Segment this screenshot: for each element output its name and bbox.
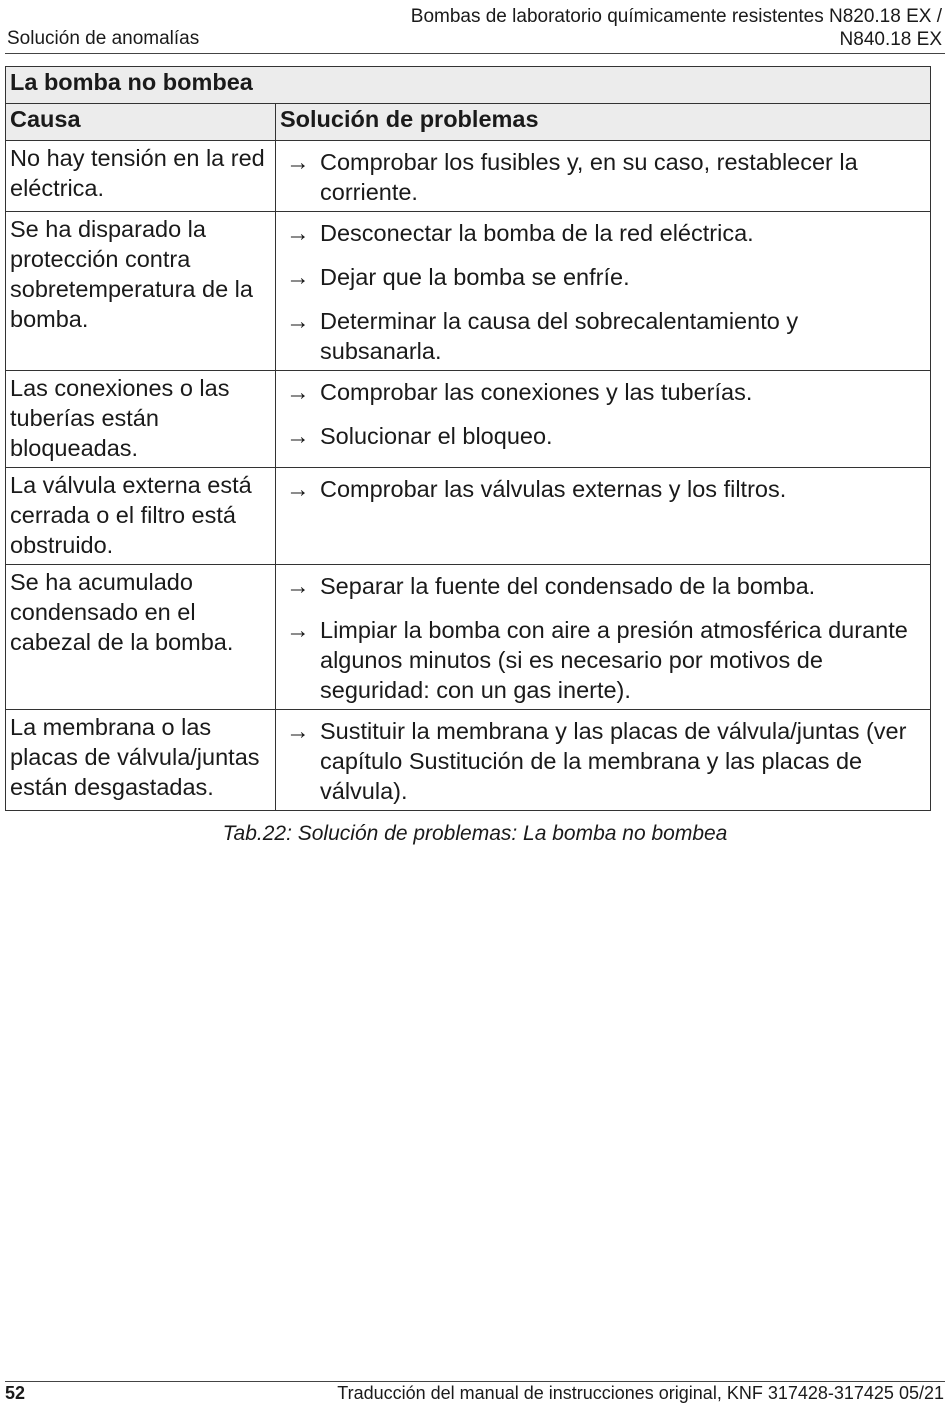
solution-item xyxy=(286,571,926,601)
product-title xyxy=(322,5,942,51)
solution-cell xyxy=(276,710,931,811)
solution-text: Comprobar las conexiones y las tuberías. xyxy=(320,379,753,405)
solution-cell xyxy=(276,468,931,565)
column-header-cause: Causa xyxy=(6,104,276,141)
solution-item xyxy=(286,377,926,407)
product-title-line1: Bombas de laboratorio químicamente resistentes N820.18 EX / xyxy=(410,6,942,27)
cause-cell: Las conexiones o las tuberías están bloqueadas. xyxy=(6,371,276,468)
solution-cell xyxy=(276,565,931,710)
right-arrow-icon: → xyxy=(286,476,310,502)
right-arrow-icon: → xyxy=(286,423,310,449)
cause-cell: Se ha acumulado condensado en el cabezal de la bomba. xyxy=(6,565,276,710)
right-arrow-icon: → xyxy=(286,379,310,405)
right-arrow-icon: → xyxy=(286,149,310,175)
solution-text: Comprobar las válvulas externas y los filtros. xyxy=(320,476,787,502)
cause-cell: Se ha disparado la protección contra sobretemperatura de la bomba. xyxy=(6,212,276,371)
cause-cell: La membrana o las placas de válvula/juntas están desgastadas. xyxy=(6,710,276,811)
solution-text: Solucionar el bloqueo. xyxy=(320,423,553,449)
table-row xyxy=(6,371,931,468)
solution-cell xyxy=(276,212,931,371)
table-row xyxy=(6,565,931,710)
table-caption: Tab.22: Solución de problemas: La bomba no bombea xyxy=(222,822,728,845)
solution-text: Separar la fuente del condensado de la bomba. xyxy=(320,573,816,599)
product-title-line2: N840.18 EX xyxy=(839,29,942,50)
section-title: Solución de anomalías xyxy=(7,28,200,49)
table-row xyxy=(6,141,931,212)
solution-item xyxy=(286,615,926,705)
solution-text: Comprobar los fusibles y, en su caso, restablecer la corriente. xyxy=(320,149,858,205)
table-title: La bomba no bombea xyxy=(6,67,931,104)
solution-item xyxy=(286,147,926,207)
solution-item xyxy=(286,218,926,248)
right-arrow-icon: → xyxy=(286,718,310,744)
solution-cell xyxy=(276,371,931,468)
solution-item xyxy=(286,421,926,451)
column-header-solution: Solución de problemas xyxy=(276,104,931,141)
solution-item xyxy=(286,262,926,292)
solution-item xyxy=(286,474,926,504)
right-arrow-icon: → xyxy=(286,573,310,599)
solution-item xyxy=(286,716,926,806)
cause-cell: No hay tensión en la red eléctrica. xyxy=(6,141,276,212)
header-divider xyxy=(5,53,945,54)
right-arrow-icon: → xyxy=(286,264,310,290)
right-arrow-icon: → xyxy=(286,617,310,643)
footer-divider xyxy=(5,1381,945,1382)
page-number: 52 xyxy=(5,1383,26,1403)
troubleshooting-table xyxy=(5,66,931,811)
solution-text: Dejar que la bomba se enfríe. xyxy=(320,264,630,290)
solution-text: Determinar la causa del sobrecalentamiento y subsanarla. xyxy=(320,308,799,364)
solution-text: Sustituir la membrana y las placas de válvula/juntas (ver capítulo Sustitución de la membrana y las placas de válvula). xyxy=(320,718,907,804)
solution-cell xyxy=(276,141,931,212)
table-row xyxy=(6,468,931,565)
solution-text: Limpiar la bomba con aire a presión atmosférica durante algunos minutos (si es necesario por motivos de seguridad: con un gas inerte). xyxy=(320,617,908,703)
cause-cell: La válvula externa está cerrada o el filtro está obstruido. xyxy=(6,468,276,565)
solution-item xyxy=(286,306,926,366)
footer-text: Traducción del manual de instrucciones original, KNF 317428-317425 05/21 xyxy=(337,1383,944,1403)
solution-text: Desconectar la bomba de la red eléctrica. xyxy=(320,220,754,246)
table-row xyxy=(6,710,931,811)
right-arrow-icon: → xyxy=(286,308,310,334)
table-row xyxy=(6,212,931,371)
table-body xyxy=(6,141,931,811)
right-arrow-icon: → xyxy=(286,220,310,246)
